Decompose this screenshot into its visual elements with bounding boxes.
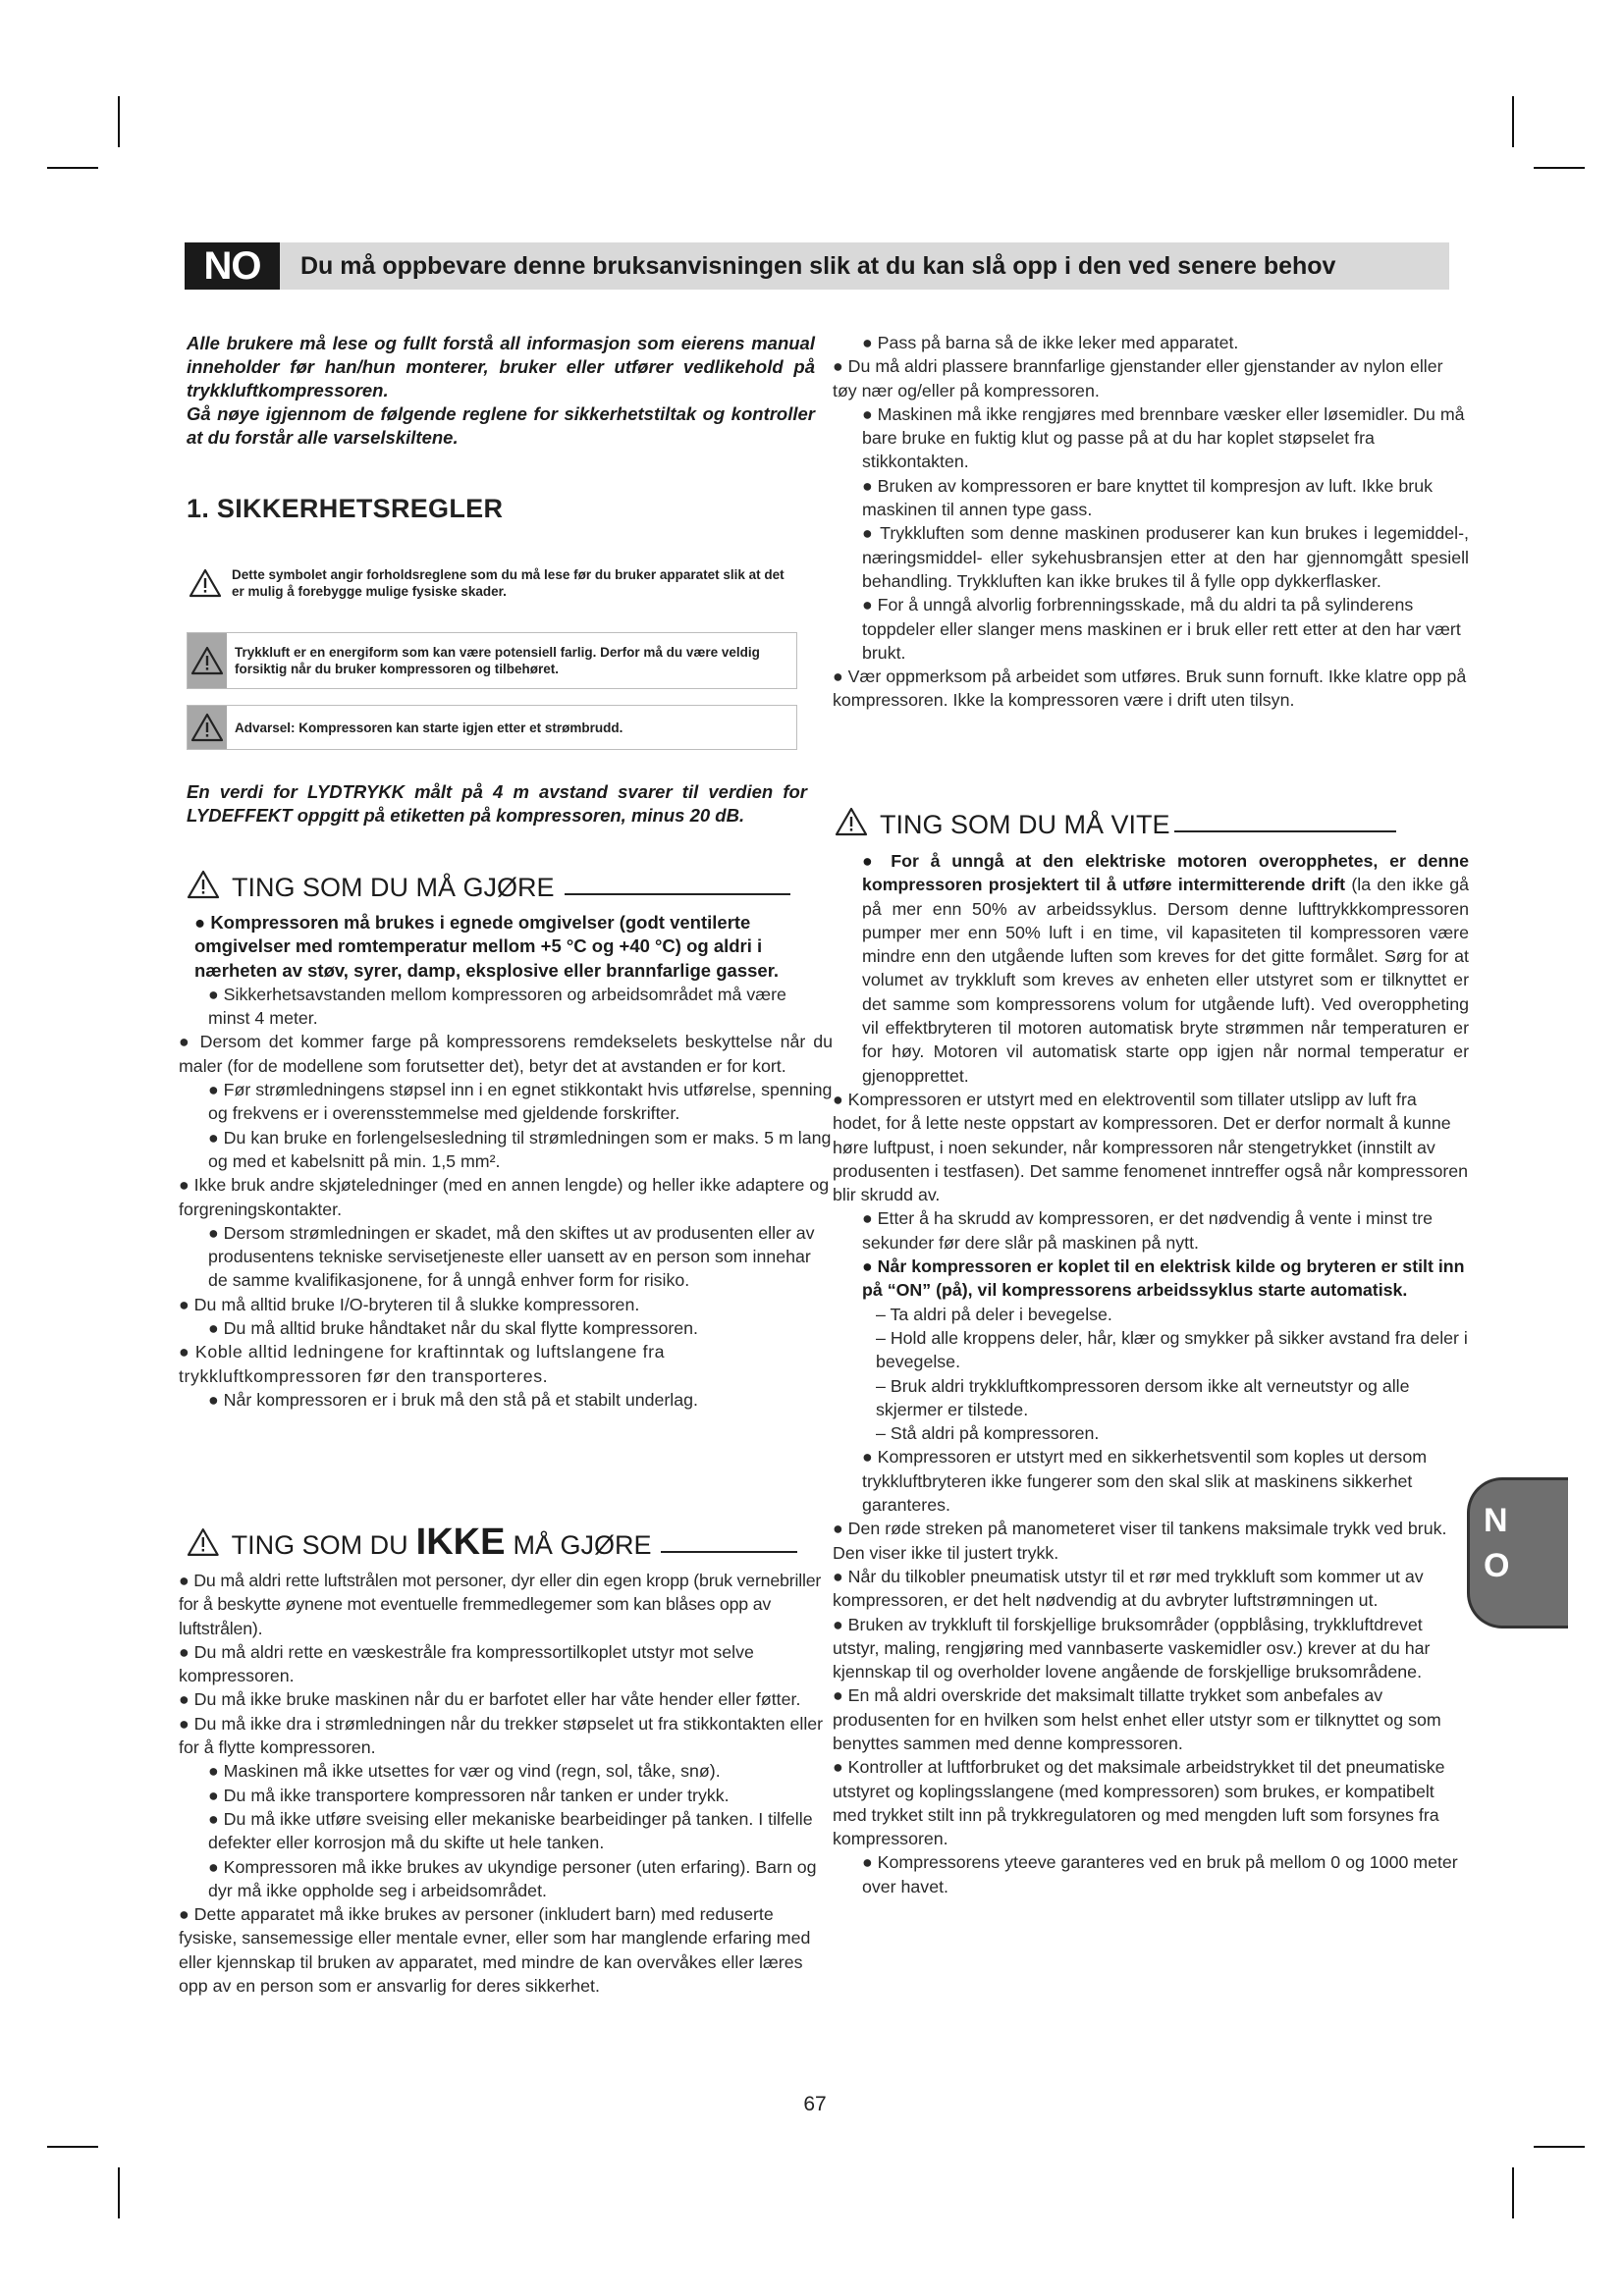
list-item-text: (la den ikke gå på mer enn 50% av arbeidssyklus. Dersom denne lufttrykkkompressoren pumper mer enn 50% luft i en time, vil kapasiteten til kompressoren være mindre enn den utgående luften som kreves for det gitte formålet. Sørg for at volumet av trykkluft som kreves av enheten eller utstyret som er tilknyttet er det samme som kompressorens volum for utgående luft). Ved overoppheting vil effektbryteren til motoren automatisk bryte strømmen når temperaturen er for høy. Motoren vil automatisk starte opp igjen når normal temperatur er gjenopprettet. [862, 875, 1469, 1086]
must-do-title: TING SOM DU MÅ GJØRE [232, 873, 555, 902]
intro-paragraph: Gå nøye igjennom de følgende reglene for sikkerhetstiltak og kontroller at du forstår alle varselskiltene. [187, 403, 815, 448]
section-title: 1. SIKKERHETSREGLER [187, 494, 504, 523]
list-item: ● En må aldri overskride det maksimalt tillatte trykket som anbefales av produsenten for en hvilken som helst enhet eller utstyr som er tilknyttet og som benyttes sammen med denne kompressoren. [833, 1685, 1441, 1753]
list-item: ● Du må aldri rette luftstrålen mot personer, dyr eller din egen kropp (bruk vernebriller for å beskytte øynene mot eventuelle fremmedlegemer som kan blåses opp av luftstrålen). [179, 1571, 822, 1638]
crop-mark [1534, 167, 1585, 169]
must-not-do-title-post: MÅ GJØRE [513, 1530, 652, 1560]
dash-item: – Bruk aldri trykkluftkompressoren dersom ikke alt verneutstyr og alle skjermer er tilstede. [876, 1375, 1410, 1419]
warning-triangle-icon [187, 1527, 220, 1557]
list-item: ● Kompressoren må ikke brukes av ukyndige personer (uten erfaring). Barn og dyr må ikke oppholde seg i arbeidsområdet. [208, 1856, 817, 1900]
warning-triangle-icon [187, 870, 220, 899]
sound-note: En verdi for LYDTRYKK målt på 4 m avstand svarer til verdien for LYDEFFEKT oppgitt på etiketten på kompressoren, minus 20 dB. [187, 781, 807, 826]
list-item-bold: ● For å unngå at den elektriske motoren overopphetes, er denne kompressoren prosjektert til å utføre intermitterende drift [862, 851, 1469, 895]
heading-rule [661, 1551, 797, 1553]
list-item: ● Koble alltid ledningene for kraftinntak og luftslangene fra trykkluftkompressoren før den transporteres. [179, 1342, 666, 1386]
warning-box [187, 632, 797, 689]
list-item: ● Trykkluften som denne maskinen produserer kan kun brukes i legemiddel-, næringsmiddel- eller sykehusbransjen etter at den har gjennomgått spesiell behandling. Trykkluften kan ikke brukes til å fylle opp dykkerflasker. [862, 523, 1469, 591]
must-not-do-title-ikke: IKKE [415, 1522, 506, 1563]
warning-triangle-icon [187, 563, 224, 603]
crop-mark [1512, 96, 1514, 147]
list-item: ● Pass på barna så de ikke leker med apparatet. [862, 333, 1239, 352]
list-item: ● Maskinen må ikke utsettes for vær og vind (regn, sol, tåke, snø). [208, 1761, 721, 1782]
side-tab-letter: N [1484, 1502, 1508, 1539]
list-item: ● Vær oppmerksom på arbeidet som utføres. Bruk sunn fornuft. Ikke klatre opp på kompressoren. Ikke la kompressoren være i drift uten tilsyn. [833, 667, 1467, 711]
list-item: ● Du må aldri rette en væskestråle fra kompressortilkoplet utstyr mot selve kompressoren. [179, 1641, 754, 1686]
list-item: ● Sikkerhetsavstanden mellom kompressoren og arbeidsområdet må være minst 4 meter. [208, 984, 786, 1029]
language-code-badge: NO [185, 242, 280, 290]
list-item: ● Du må ikke transportere kompressoren når tanken er under trykk. [208, 1785, 730, 1805]
warning-box [187, 561, 795, 605]
dash-item: – Ta aldri på deler i bevegelse. [876, 1304, 1112, 1324]
list-item: ● Du må alltid bruke håndtaket når du skal flytte kompressoren. [208, 1318, 698, 1339]
heading-rule [565, 893, 790, 895]
warning-box [187, 705, 797, 750]
must-do-list [179, 911, 833, 1412]
crop-mark [47, 167, 98, 169]
intro-text [187, 332, 815, 450]
warning-text: Trykkluft er en energiform som kan være potensiell farlig. Derfor må du være veldig forsiktig når du bruker kompressoren og tilbehøret. [235, 645, 760, 676]
crop-mark [118, 2167, 120, 2218]
crop-mark [1512, 2167, 1514, 2218]
list-item: ● Dette apparatet må ikke brukes av personer (inkludert barn) med reduserte fysiske, sansemessige eller mentale evner, eller som har manglende erfaring med eller kjennskap til bruken av apparatet, med mindre de kan overvåkes eller læres opp av en person som er ansvarlig for deres sikkerhet. [179, 1904, 811, 1997]
warning-triangle-icon [188, 706, 227, 749]
list-item: ● Du må ikke utføre sveising eller mekaniske bearbeidinger på tanken. I tilfelle defekter eller korrosjon må du skifte ut hele tanken. [208, 1808, 813, 1853]
list-item: ● Du kan bruke en forlengelsesledning til strømledningen som er maks. 5 m lang og med et kabelsnitt på min. 1,5 mm². [208, 1127, 832, 1171]
language-side-tab [1467, 1477, 1568, 1629]
list-item: ● Dersom det kommer farge på kompressorens remdekselets beskyttelse når du maler (for de modellene som forutsetter det), betyr det at avstanden er for kort. [179, 1032, 833, 1076]
page-number: 67 [803, 2093, 827, 2115]
list-item: ● Den røde streken på manometeret viser til tankens maksimale trykk ved bruk. Den viser ikke til justert trykk. [833, 1519, 1447, 1563]
dash-item: – Stå aldri på kompressoren. [876, 1423, 1100, 1444]
list-item: ● Før strømledningens støpsel inn i en egnet stikkontakt hvis utførelse, spenning og frekvens er i overensstemmelse med gjeldende forskrifter. [208, 1080, 833, 1124]
warning-text: Advarsel: Kompressoren kan starte igjen etter et strømbrudd. [235, 720, 623, 735]
list-item: ● Kompressoren er utstyrt med en sikkerhetsventil som koples ut dersom trykkluftbryteren ikke fungerer som den skal slik at maskinens sikkerhet garanteres. [862, 1447, 1428, 1516]
list-item: ● Kompressoren må brukes i egnede omgivelser (godt ventilerte omgivelser med romtemperatur mellom +5 °C og +40 °C) og aldri i nærheten av støv, syrer, damp, eksplosive eller brannfarlige gasser. [194, 912, 780, 981]
list-item: ● Du må ikke dra i strømledningen når du trekker støpselet ut fra stikkontakten eller for å flytte kompressoren. [179, 1713, 824, 1758]
list-item: ● Bruken av trykkluft til forskjellige bruksområder (oppblåsing, trykkluftdrevet utstyr, maling, rengjøring med vannbaserte vaskemidler osv.) krever at du har kjennskap til og overholder lovene angående de forskjellige bruksområdene. [833, 1614, 1431, 1682]
list-item: ● Ikke bruk andre skjøteledninger (med en annen lengde) og heller ikke adaptere og forgreningskontakter. [179, 1175, 830, 1219]
list-item: ● Når kompressoren er i bruk må den stå på et stabilt underlag. [208, 1389, 698, 1410]
must-not-do-list [179, 1569, 833, 1998]
intro-paragraph: Alle brukere må lese og fullt forstå all informasjon som eierens manual inneholder før han/hun monterer, bruker eller utfører vedlikehold på trykkluftkompressoren. [187, 333, 815, 400]
right-top-list [833, 331, 1469, 713]
warning-text: Dette symbolet angir forholdsreglene som du må lese før du bruker apparatet slik at det er mulig å forebygge mulige fysiske skader. [232, 567, 785, 599]
list-item: ● Kompressorens yteeve garanteres ved en bruk på mellom 0 og 1000 meter over havet. [862, 1852, 1458, 1896]
must-do-heading [187, 870, 797, 903]
side-tab-letter: O [1484, 1547, 1510, 1584]
must-not-do-title-pre: TING SOM DU [231, 1530, 408, 1560]
list-item: ● Du må ikke bruke maskinen når du er barfotet eller har våte hender eller føtter. [179, 1689, 801, 1710]
heading-rule [1174, 830, 1396, 832]
list-item: ● Kompressoren er utstyrt med en elektroventil som tillater utslipp av luft fra hodet, for å lette neste oppstart av kompressoren. Det er derfor normalt å kunne høre luftpust, i noen sekunder, når kompressoren når stengetrykket (innstilt av produsenten i testfasen). Det samme fenomenet inntreffer også når kompressoren blir skrudd av. [833, 1089, 1469, 1205]
list-item: ● Etter å ha skrudd av kompressoren, er det nødvendig å vente i minst tre sekunder før dere slår på maskinen på nytt. [862, 1208, 1434, 1253]
list-item [833, 849, 1469, 1088]
must-know-heading [835, 807, 1453, 840]
list-item: ● Når du tilkobler pneumatisk utstyr til et rør med trykkluft som kommer ut av kompressoren, er det helt nødvendig at du avbryter luftstrømningen ut. [833, 1566, 1424, 1611]
list-item: ● Du må aldri plassere brannfarlige gjenstander eller gjenstander av nylon eller tøy nær og/eller på kompressoren. [833, 356, 1443, 400]
list-item: ● Du må alltid bruke I/O-bryteren til å slukke kompressoren. [179, 1294, 640, 1314]
dash-item: – Hold alle kroppens deler, hår, klær og smykker på sikker avstand fra deler i bevegelse. [876, 1327, 1468, 1372]
list-item: ● Når kompressoren er koplet til en elektrisk kilde og bryteren er stilt inn på “ON” (på), vil kompressorens arbeidssyklus starte automatisk. [862, 1256, 1465, 1301]
crop-mark [47, 2146, 98, 2148]
crop-mark [118, 96, 120, 147]
crop-mark [1534, 2146, 1585, 2148]
header-title: Du må oppbevare denne bruksanvisningen slik at du kan slå opp i den ved senere behov [300, 252, 1336, 280]
must-not-do-heading [187, 1523, 797, 1561]
list-item: ● Dersom strømledningen er skadet, må den skiftes ut av produsenten eller av produsentens tekniske servisetjeneste eller uansett av en person som innehar de samme kvalifikasjonene, for å unngå enhver form for risiko. [208, 1222, 815, 1291]
list-item: ● Kontroller at luftforbruket og det maksimale arbeidstrykket til det pneumatiske utstyret og koplingsslangene (med kompressoren) som brukes, er kompatibelt med trykket stilt inn på trykkregulatoren og med mengden luft som forsynes fra kompressoren. [833, 1757, 1445, 1849]
warning-triangle-icon [188, 633, 227, 688]
list-item: ● Maskinen må ikke rengjøres med brennbare væsker eller løsemidler. Du må bare bruke en fuktig klut og passe på at du har koplet støpselet fra stikkontakten. [862, 403, 1465, 472]
header-bar [185, 242, 1449, 290]
list-item: ● Bruken av kompressoren er bare knyttet til kompresjon av luft. Ikke bruk maskinen til annen type gass. [862, 475, 1433, 520]
warning-triangle-icon [835, 807, 868, 836]
must-know-title: TING SOM DU MÅ VITE [880, 810, 1170, 839]
must-know-list [833, 849, 1469, 1898]
list-item: ● For å unngå alvorlig forbrenningsskade, må du aldri ta på sylinderens toppdeler eller slanger mens maskinen er i bruk eller rett etter at den har vært brukt. [862, 595, 1461, 663]
